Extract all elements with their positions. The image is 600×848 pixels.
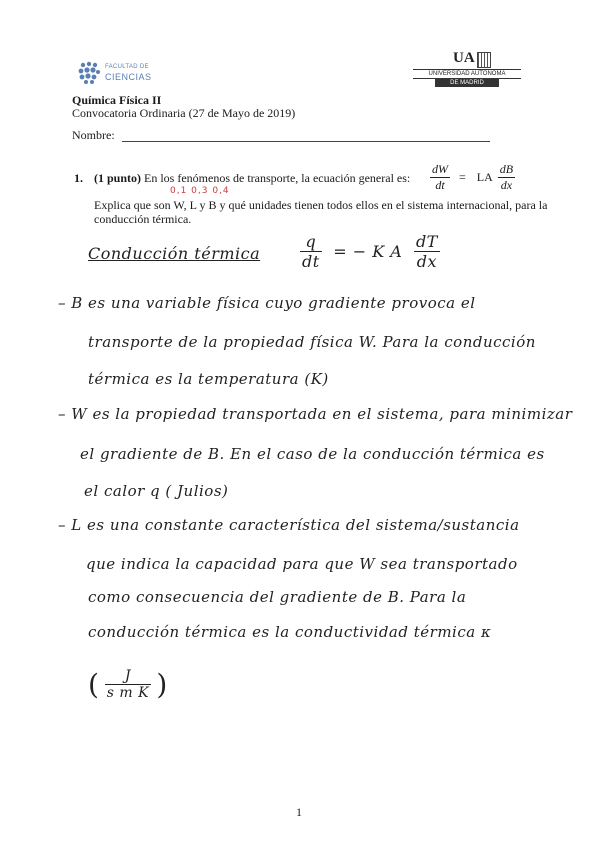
answer-eq-den: dt — [302, 252, 320, 271]
question-points: (1 punto) — [94, 171, 142, 185]
faculty-logo — [76, 58, 166, 92]
eq-lhs-den: dt — [435, 178, 445, 192]
uam-logo — [413, 50, 521, 92]
answer-heading: Conducción térmica — [88, 244, 261, 263]
uam-mark: UA — [453, 50, 475, 66]
eq-operator: = — [459, 170, 466, 184]
eq-rhs-den: dx — [500, 178, 513, 192]
eq-rhs-num: dB — [499, 162, 514, 176]
faculty-small-text: FACULTAD DE — [105, 64, 149, 70]
question-intro: En los fenómenos de transporte, la ecuación general es: — [144, 171, 411, 185]
answer-units: ( $\frac{J}{\text{s m K}}$ ) — [88, 668, 168, 701]
exam-subtitle: Convocatoria Ordinaria (27 de Mayo de 2019) — [72, 106, 296, 120]
answer-line-9: como consecuencia del gradiente de B. Para la — [88, 588, 467, 606]
faculty-big-text: CIENCIAS — [105, 72, 152, 82]
answer-line-10: conducción térmica es la conductividad térmica κ — [88, 623, 492, 641]
eq-coefficient: LA — [476, 170, 493, 184]
answer-line-6: el calor q ( Julios) — [84, 482, 229, 500]
answer-line-3: térmica es la temperatura (K) — [88, 370, 329, 388]
answer-line-8: que indica la capacidad para que W sea transportado — [86, 555, 518, 573]
uam-line1: UNIVERSIDAD AUTONOMA — [413, 69, 521, 79]
answer-equation — [300, 232, 440, 271]
answer-eq-rnum: dT — [415, 232, 438, 251]
faculty-dots-icon — [76, 60, 102, 86]
name-label: Nombre: — [72, 128, 115, 142]
question-body: Explica que son W, L y B y qué unidades tienen todos ellos en el sistema internacional, para la conducción térmica. — [94, 198, 548, 226]
answer-eq-mid: = − K A — [333, 242, 403, 261]
name-line — [122, 141, 490, 142]
general-equation — [430, 162, 515, 193]
question-number: 1. — [74, 171, 83, 185]
eq-lhs-num: dW — [432, 162, 448, 176]
answer-units-den: s m K — [106, 685, 150, 701]
answer-line-1: – B es una variable física cuyo gradiente provoca el — [58, 294, 476, 312]
exam-title: Química Física II — [72, 93, 162, 107]
question-header — [94, 171, 410, 186]
answer-units-num: J — [105, 668, 151, 685]
uam-seal-icon — [477, 52, 491, 68]
answer-line-5: el gradiente de B. En el caso de la conducción térmica es — [80, 445, 545, 463]
answer-line-7: – L es una constante característica del sistema/sustancia — [58, 516, 520, 534]
answer-eq-rden: dx — [416, 252, 438, 271]
grade-marks: 0,1 0,3 0,4 — [170, 186, 230, 196]
answer-eq-num: q — [300, 232, 322, 252]
answer-line-2: transporte de la propiedad física W. Para la conducción — [88, 333, 536, 351]
uam-line2: DE MADRID — [435, 79, 499, 87]
answer-line-4: – W es la propiedad transportada en el sistema, para minimizar — [58, 405, 573, 423]
page-number: 1 — [296, 805, 302, 819]
